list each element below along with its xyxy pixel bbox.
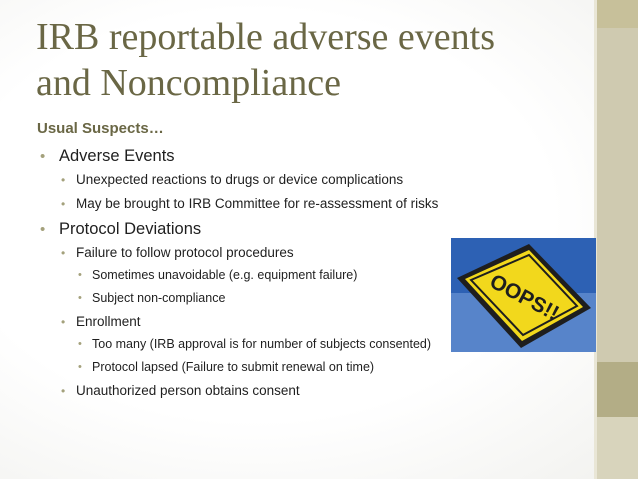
sub-bullet-item: • Unexpected reactions to drugs or device complications bbox=[59, 171, 557, 189]
sidebar-stripe bbox=[594, 417, 638, 479]
sign-text: OOPS!! bbox=[485, 269, 563, 326]
sub-bullet-text: Enrollment bbox=[76, 314, 141, 329]
decorative-sidebar bbox=[594, 0, 638, 479]
sub-sub-bullet-item: • Too many (IRB approval is for number of subjects consented) bbox=[76, 336, 557, 352]
slide-title bbox=[36, 14, 576, 106]
sub-sub-bullet-item: • Subject non-compliance bbox=[76, 290, 557, 306]
oops-sign-icon bbox=[451, 238, 596, 352]
title-line-1: IRB reportable adverse events bbox=[36, 16, 495, 58]
sub-bullet-list bbox=[59, 171, 557, 213]
sub-bullet-text: Failure to follow protocol procedures bbox=[76, 245, 294, 260]
sub-bullet-item: • Unauthorized person obtains consent bbox=[59, 382, 557, 400]
sub-bullet-item: • May be brought to IRB Committee for re-assessment of risks bbox=[59, 195, 557, 213]
sidebar-stripe bbox=[594, 362, 638, 417]
bullet-item bbox=[37, 146, 557, 213]
sub-sub-bullet-item: • Protocol lapsed (Failure to submit renewal on time) bbox=[76, 359, 557, 375]
bullet-text: • Adverse Events bbox=[59, 147, 175, 165]
sidebar-stripe bbox=[594, 28, 638, 362]
title-line-2: and Noncompliance bbox=[36, 62, 341, 104]
section-heading: Usual Suspects… bbox=[37, 120, 164, 137]
sub-sub-bullet-item: • Sometimes unavoidable (e.g. equipment failure) bbox=[76, 267, 557, 283]
sidebar-stripe bbox=[594, 0, 638, 28]
bullet-text: • Protocol Deviations bbox=[59, 220, 202, 238]
oops-sign-image bbox=[451, 238, 596, 352]
